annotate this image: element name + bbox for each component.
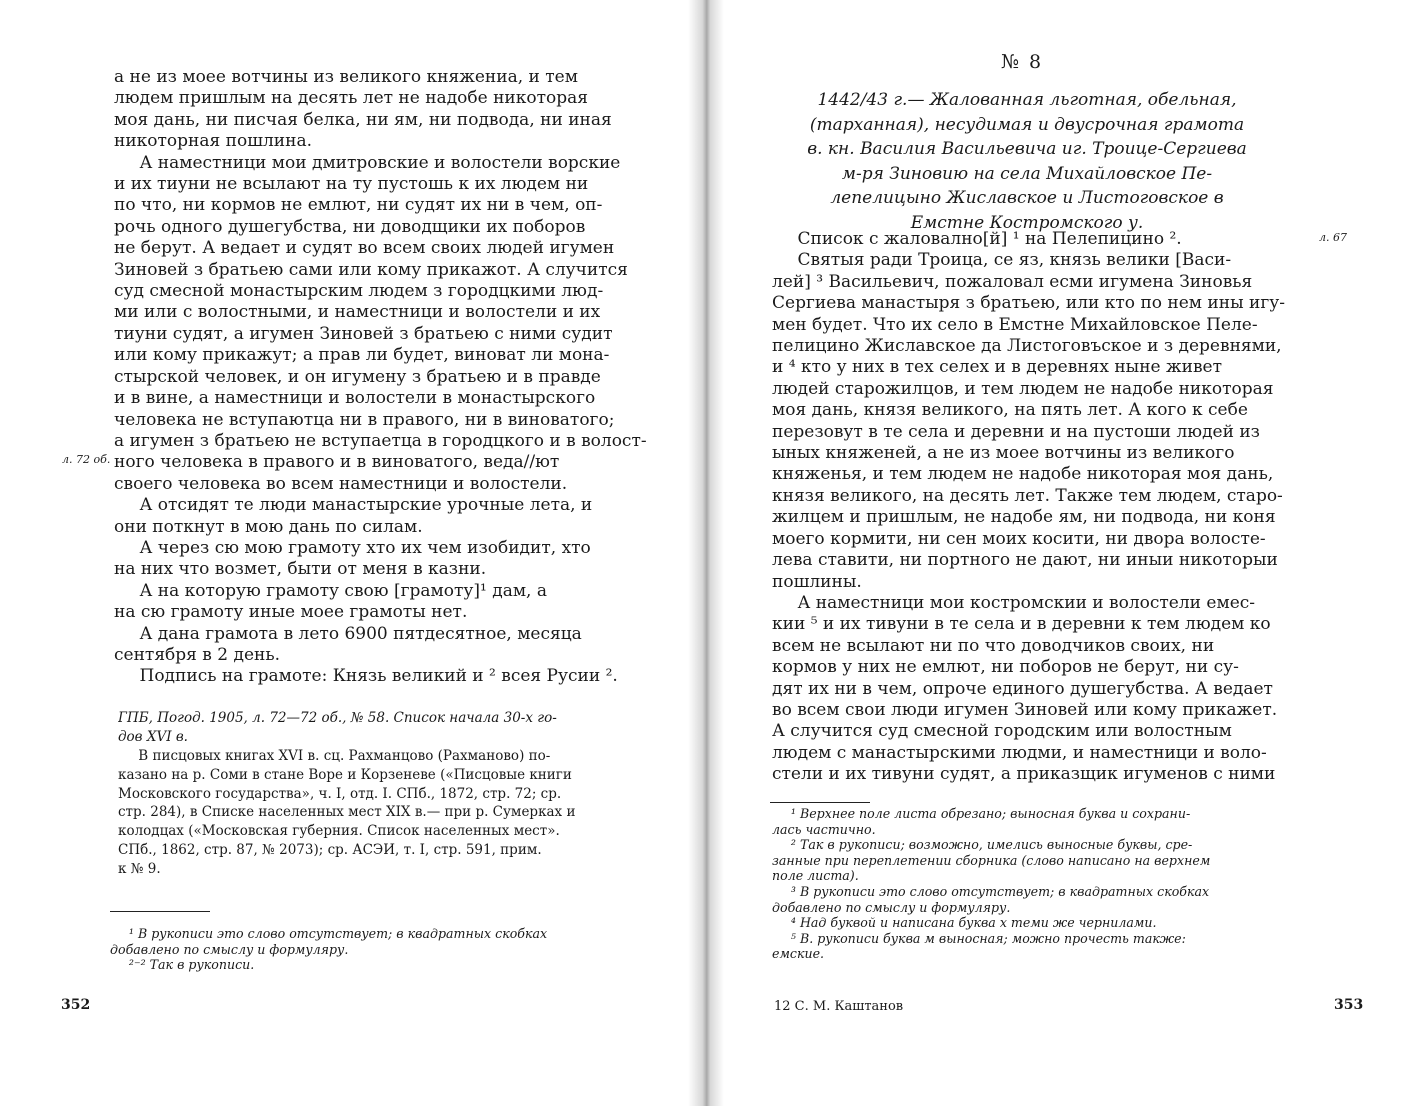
footnote-line: ²⁻² Так в рукописи. — [110, 957, 255, 973]
left-commentary-note — [118, 747, 658, 879]
note-line: стр. 284), в Списке населенных мест XIX в.— при р. Сумерках и — [118, 804, 576, 821]
heading-line: Емстне Костромского у. — [910, 212, 1144, 233]
text-line: пелицино Жиславское да Листоговъское и з деревнями, — [772, 336, 1282, 357]
text-line: и ⁴ кто у них в тех селех и в деревнях ныне живет — [772, 357, 1223, 378]
left-page-number: 352 — [61, 997, 91, 1013]
text-line: ного человека в правого и в виноватого, веда//ют — [114, 452, 560, 473]
text-line: Список с жаловално[й] ¹ на Пелепицино ². — [772, 229, 1182, 249]
right-footnote-rule — [770, 802, 870, 803]
text-line: всем не всылают ни по что доводчиков своих, ни — [772, 635, 1215, 656]
text-line: княженья, и тем людем не надобе никоторая моя дань, — [772, 464, 1274, 485]
text-line: кии ⁵ и их тивуни в те села и в деревни к тем людем ко — [772, 614, 1271, 635]
text-line: человека не вступаютца ни в правого, ни в виноватого; — [114, 409, 615, 430]
text-line: Сергиева манастыря з братьею, или кто по нем ины игу- — [772, 293, 1286, 314]
text-line: дят их ни в чем, опроче единого душегубства. А ведает — [772, 678, 1273, 699]
text-line: лей] ³ Васильевич, пожаловал есми игумена Зиновья — [772, 271, 1253, 292]
left-footnotes — [110, 926, 660, 973]
footnote-line: емские. — [772, 946, 825, 962]
footnote-line: ³ В рукописи это слово отсутствует; в квадратных скобках — [772, 883, 1210, 899]
text-line: князя великого, на десять лет. Также тем людем, старо- — [772, 485, 1283, 506]
text-line: стырской человек, и он игумену з братьею и в правде — [114, 366, 601, 387]
source-line: дов XVI в. — [118, 728, 188, 745]
book-gutter — [688, 0, 724, 1106]
footnote-line: ⁴ Над буквой и написана буква х теми же чернилами. — [772, 915, 1157, 931]
text-line: Зиновей з братьею сами или кому прикажот. А случится — [114, 259, 628, 280]
left-source-reference — [118, 709, 658, 747]
right-margin-note: л. 67 — [1319, 231, 1347, 244]
text-line: А наместници мои костромскии и волостели емес- — [772, 592, 1256, 613]
text-line: перезовут в те села и деревни и на пустоши людей из — [772, 421, 1260, 442]
text-line: суд смесной монастырским людем з городцкими люд- — [114, 281, 604, 302]
text-line: моя дань, ни писчая белка, ни ям, ни подвода, ни иная — [114, 109, 612, 130]
text-line: своего человека во всем наместници и волостели. — [114, 473, 568, 494]
footnote-line: занные при переплетении сборника (слово написано на верхнем — [772, 852, 1211, 868]
text-line: а не из моее вотчины из великого княжениа, и тем — [114, 67, 578, 87]
note-line: В писцовых книгах XVI в. сц. Рахманцово (Рахманово) по- — [118, 748, 551, 764]
footnote-line: ¹ Верхнее поле листа обрезано; выносная буква и сохрани- — [772, 806, 1191, 821]
text-line: А отсидят те люди манастырские урочные лета, и — [114, 495, 593, 516]
text-line: мен будет. Что их село в Емстне Михайловское Пеле- — [772, 314, 1258, 335]
source-line: ГПБ, Погод. 1905, л. 72—72 об., № 58. Список начала 30-х го- — [118, 710, 557, 726]
text-line: Подпись на грамоте: Князь великий и ² всея Русии ². — [114, 666, 618, 687]
text-line: они поткнут в мою дань по силам. — [114, 516, 423, 537]
text-line: А дана грамота в лето 6900 пятдесятное, месяца — [114, 623, 582, 644]
right-page — [722, 0, 1427, 1106]
text-line: лева ставити, ни портного не дают, ни иныи никоторыи — [772, 550, 1278, 571]
text-line: а игумен з братьею не вступаетца в городцкого и в волост- — [114, 430, 647, 451]
note-line: СПб., 1862, стр. 87, № 2073); ср. АСЭИ, т. I, стр. 591, прим. — [118, 841, 542, 858]
text-line: и в вине, а наместници и волостели в монастырского — [114, 388, 596, 409]
text-line: по что, ни кормов не емлют, ни судят их ни в чем, оп- — [114, 195, 603, 216]
text-line: моя дань, князя великого, на пять лет. А кого к себе — [772, 400, 1248, 421]
heading-line: м-ря Зиновию на села Михайловское Пе- — [841, 163, 1213, 184]
left-margin-note: л. 72 об. — [62, 453, 111, 466]
document-number: № 8 — [1001, 51, 1044, 73]
note-line: колодцах («Московская губерния. Список населенных мест». — [118, 823, 560, 840]
text-line: А наместници мои дмитровские и волостели ворские — [114, 152, 621, 173]
footnote-line: ² Так в рукописи; возможно, имелись выносные буквы, сре- — [772, 837, 1193, 853]
text-line: Святыя ради Троица, се яз, князь велики [Васи- — [772, 250, 1232, 271]
note-line: Московского государства», ч. I, отд. I. СПб., 1872, стр. 72; ср. — [118, 785, 562, 802]
text-line: на сю грамоту иные моее грамоты нет. — [114, 602, 468, 623]
heading-line: (тарханная), несудимая и двусрочная грамота — [809, 114, 1245, 135]
printer-signature: 12 С. М. Каштанов — [774, 999, 904, 1014]
text-line: людем с манастырскими людми, и наместници и воло- — [772, 742, 1267, 763]
footnote-line: ¹ В рукописи это слово отсутствует; в квадратных скобках — [110, 926, 548, 941]
text-line: людей старожилцов, и тем людем не надобе никоторая — [772, 378, 1274, 399]
text-line: рочь одного душегубства, ни доводщики их поборов — [114, 216, 586, 237]
text-line: и их тиуни не всылают на ту пустошь к их людем ни — [114, 174, 589, 195]
footnote-line: ⁵ В. рукописи буква м выносная; можно прочесть также: — [772, 930, 1186, 946]
text-line: никоторная пошлина. — [114, 131, 313, 152]
text-line: сентября в 2 день. — [114, 644, 280, 665]
text-line: А случится суд смесной городским или волостным — [772, 721, 1232, 742]
text-line: тиуни судят, а игумен Зиновей з братьею с ними судит — [114, 323, 613, 344]
text-line: А на которую грамоту свою [грамоту]¹ дам, а — [114, 580, 548, 601]
text-line: моего кормити, ни сен моих косити, ни двора волосте- — [772, 528, 1266, 549]
text-line: во всем свои люди игумен Зиновей или кому прикажет. — [772, 699, 1278, 720]
heading-line: в. кн. Василия Васильевича иг. Троице-Сергиева — [807, 139, 1247, 159]
text-line: людем пришлым на десять лет не надобе никоторая — [114, 88, 588, 109]
text-line: на них что возмет, быти от меня в казни. — [114, 559, 487, 580]
left-page — [0, 0, 690, 1106]
right-page-number: 353 — [1334, 997, 1364, 1013]
heading-line: лепелицыно Жиславское и Листоговское в — [830, 188, 1224, 208]
left-footnote-rule — [110, 911, 210, 912]
left-body-text — [114, 67, 664, 688]
note-line: к № 9. — [118, 860, 161, 877]
footnote-line: поле листа). — [772, 868, 859, 884]
heading-line: 1442/43 г.— Жалованная льготная, обельная, — [817, 90, 1237, 110]
right-footnotes — [772, 806, 1317, 962]
text-line: кормов у них не емлют, ни поборов не берут, ни су- — [772, 657, 1239, 678]
text-line: пошлины. — [772, 571, 862, 592]
footnote-line: лась частично. — [772, 821, 876, 837]
text-line: стели и их тивуни судят, а приказщик игуменов с ними — [772, 764, 1276, 785]
note-line: казано на р. Соми в стане Воре и Корзеневе («Писцовые книги — [118, 766, 572, 783]
footnote-line: добавлено по смыслу и формуляру. — [772, 899, 1011, 915]
footnote-line: добавлено по смыслу и формуляру. — [110, 941, 349, 957]
text-line: или кому прикажут; а прав ли будет, виноват ли мона- — [114, 345, 610, 366]
document-heading — [802, 88, 1252, 235]
right-body-text — [772, 229, 1312, 786]
text-line: А через сю мою грамоту хто их чем изобидит, хто — [114, 537, 591, 558]
text-line: ыных княженей, а не из моее вотчины из великого — [772, 443, 1235, 464]
text-line: не берут. А ведает и судят во всем своих людей игумен — [114, 238, 615, 259]
text-line: ми или с волостными, и наместници и волостели и их — [114, 302, 601, 323]
text-line: жилцем и пришлым, не надобе ям, ни подвода, ни коня — [772, 507, 1276, 528]
